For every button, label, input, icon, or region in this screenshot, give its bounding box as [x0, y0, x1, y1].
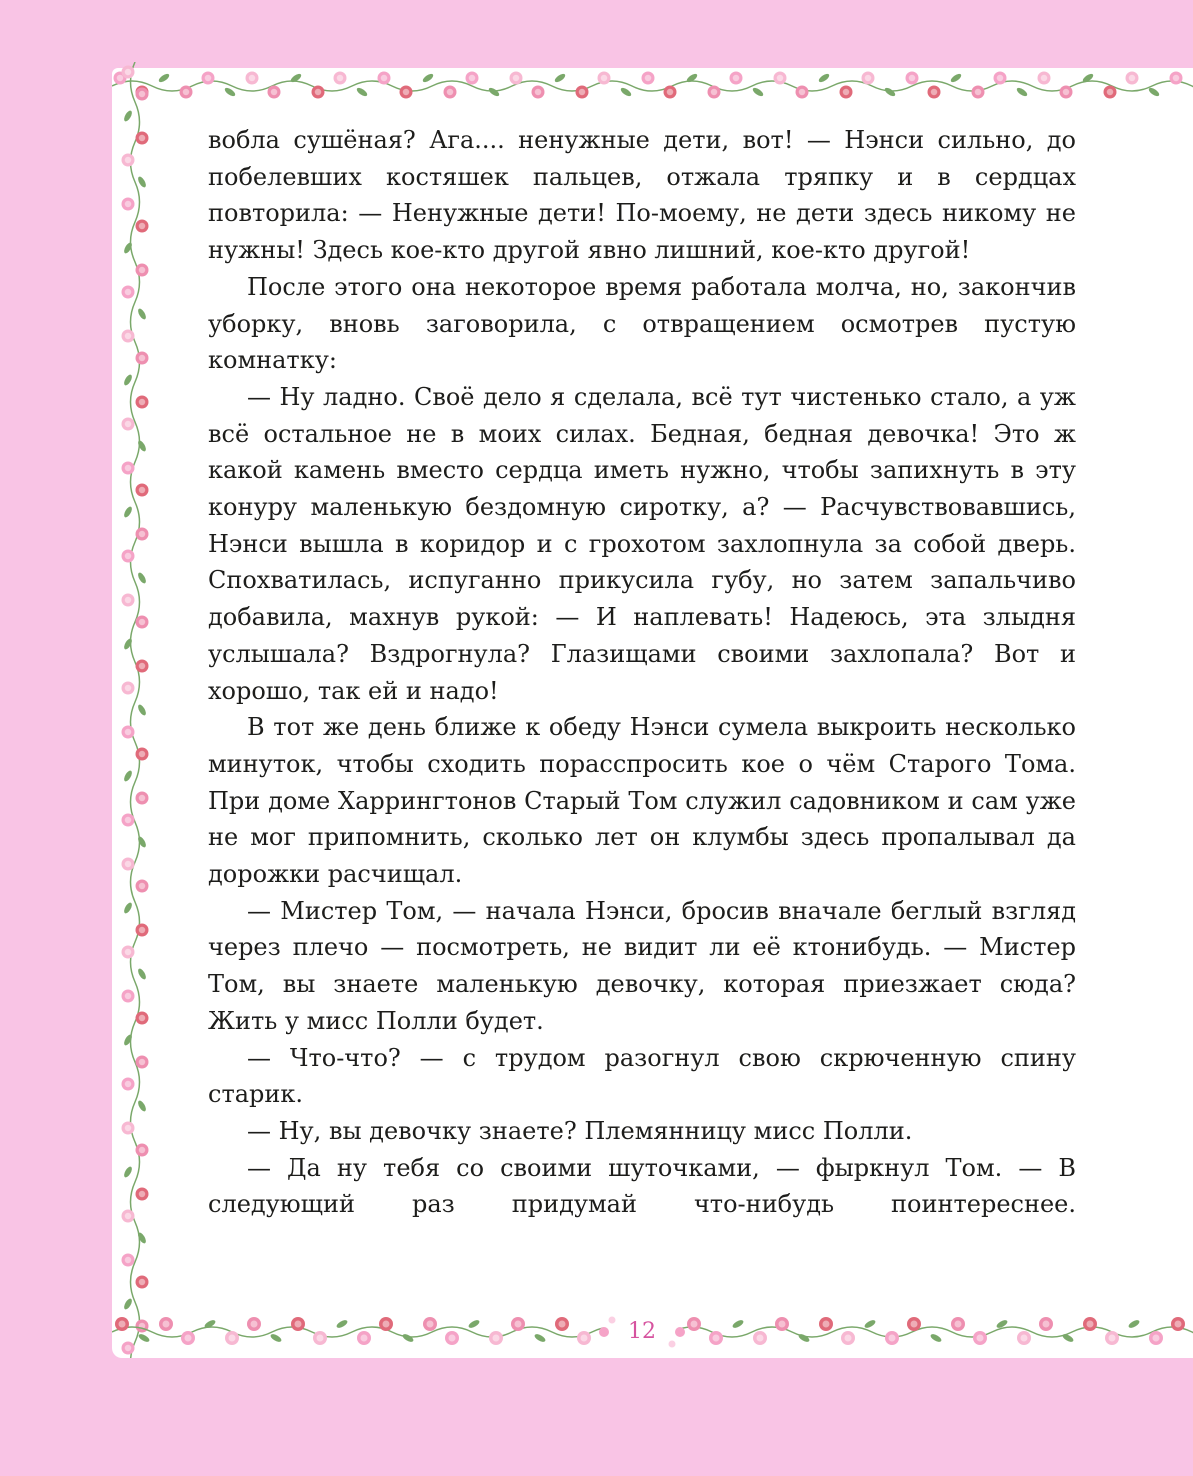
paragraph: После этого она некоторое время работала молча, но, закончив уборку, вновь заговорила, с отвращением осмотрев пустую комнатку:: [208, 272, 1076, 375]
body-text: [208, 122, 1076, 1223]
paragraph: — Мистер Том, — начала Нэнси, бросив вначале беглый взгляд через плечо — посмотреть, не видит ли её ктонибудь. — Мистер Том, вы знаете маленькую девочку, которая приезжает сюда? Жить у мисс Полли будет.: [208, 896, 1076, 1035]
paragraph: — Что-что? — с трудом разогнул свою скрюченную спину старик.: [208, 1043, 1076, 1109]
paragraph: — Ну ладно. Своё дело я сделала, всё тут чистенько стало, а уж всё остальное не в моих силах. Бедная, бедная девочка! Это ж какой камень вместо сердца иметь нужно, чтобы запихнуть в эту конуру маленькую бездомную сиротку, а? — Расчувствовавшись, Нэнси вышла в коридор и с грохотом захлопнула за собой дверь. Спохватилась, испуганно прикусила губу, но затем запальчиво добавила, махнув рукой: — И наплевать! Надеюсь, эта злыдня услышала? Вздрогнула? Глазищами своими захлопала? Вот и хорошо, так ей и надо!: [208, 382, 1076, 705]
paragraph: — Да ну тебя со своими шуточками, — фыркнул Том. — В следующий раз придумай что-нибудь поинтереснее.: [208, 1153, 1076, 1219]
paragraph: вобла сушёная? Ага.... ненужные дети, вот! — Нэнси сильно, до побелевших костяшек пальцев, отжала тряпку и в сердцах повторила: — Ненужные дети! По-моему, не дети здесь никому не нужны! Здесь кое-кто другой явно лишний, кое-кто другой!: [208, 126, 1076, 265]
paragraph: — Ну, вы девочку знаете? Племянницу мисс Полли.: [247, 1116, 913, 1145]
page-number: 12: [628, 1319, 656, 1344]
paragraph: В тот же день ближе к обеду Нэнси сумела выкроить несколько минуток, чтобы сходить порасспросить кое о чём Старого Тома. При доме Харрингтонов Старый Том служил садовником и сам уже не мог припомнить, сколько лет он клумбы здесь пропалывал да дорожки расчищал.: [208, 713, 1076, 889]
page-number-badge: [598, 1310, 686, 1354]
